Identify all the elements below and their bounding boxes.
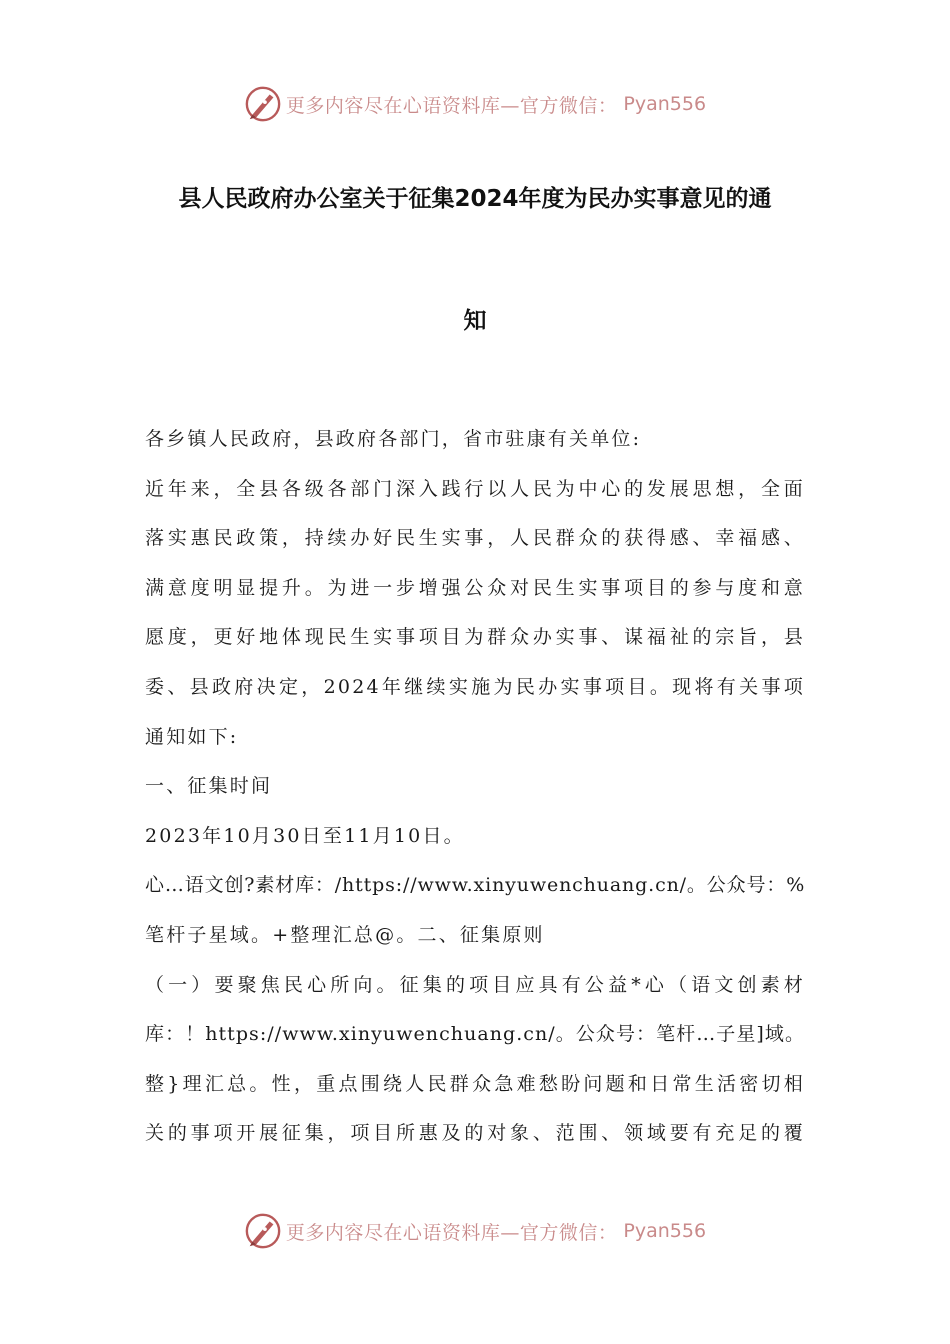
watermark-text: 更多内容尽在心语资料库—官方微信：: [285, 1221, 618, 1244]
document-title-line-2: 知: [463, 308, 487, 334]
pen-logo-icon: [244, 85, 282, 123]
pen-logo-icon: [244, 1212, 282, 1250]
watermark-text: 更多内容尽在心语资料库—官方微信：: [285, 94, 618, 117]
body-line: （一）要聚焦民心所向。征集的项目应具有公益*心（语文创素材: [145, 973, 805, 996]
section-heading: 一、征集时间: [145, 775, 273, 798]
watermark-brand: Pyan556: [623, 1220, 707, 1242]
header-watermark: [0, 82, 950, 126]
body-line: 近年来，全县各级各部门深入践行以人民为中心的发展思想，全面: [145, 477, 805, 500]
watermark-brand: Pyan556: [623, 93, 707, 115]
footer-watermark: [0, 1209, 950, 1253]
body-line: 关的事项开展征集，项目所惠及的对象、范围、领域要有充足的覆: [145, 1122, 805, 1145]
body-line: 笔杆子星域。+整理汇总@。二、征集原则: [145, 923, 545, 946]
body-line: 2023年10月30日至11月10日。: [145, 824, 465, 847]
header-watermark-content: [244, 85, 706, 123]
document-title-line-1: 县人民政府办公室关于征集2024年度为民办实事意见的通: [178, 186, 772, 212]
footer-watermark-content: [244, 1212, 706, 1250]
salutation: 各乡镇人民政府，县政府各部门，省市驻康有关单位:: [145, 428, 642, 450]
body-line: 委、县政府决定，2024年继续实施为民办实事项目。现将有关事项: [145, 675, 805, 698]
body-line: 整}理汇总。性，重点围绕人民群众急难愁盼问题和日常生活密切相: [145, 1072, 805, 1095]
body-line: 愿度，更好地体现民生实事项目为群众办实事、谋福祉的宗旨，县: [145, 626, 805, 649]
body-line: 库：！https://www.xinyuwenchuang.cn/。公众号：笔杆…子星]域。: [145, 1023, 805, 1046]
body-line: 落实惠民政策，持续办好民生实事，人民群众的获得感、幸福感、: [145, 527, 805, 550]
document-body: [145, 415, 805, 1159]
body-line: 满意度明显提升。为进一步增强公众对民生实事项目的参与度和意: [145, 576, 805, 599]
body-line: 通知如下:: [145, 725, 239, 748]
body-line: 心…语文创?素材库：/https://www.xinyuwenchuang.cn/。公众号：%: [145, 874, 806, 897]
